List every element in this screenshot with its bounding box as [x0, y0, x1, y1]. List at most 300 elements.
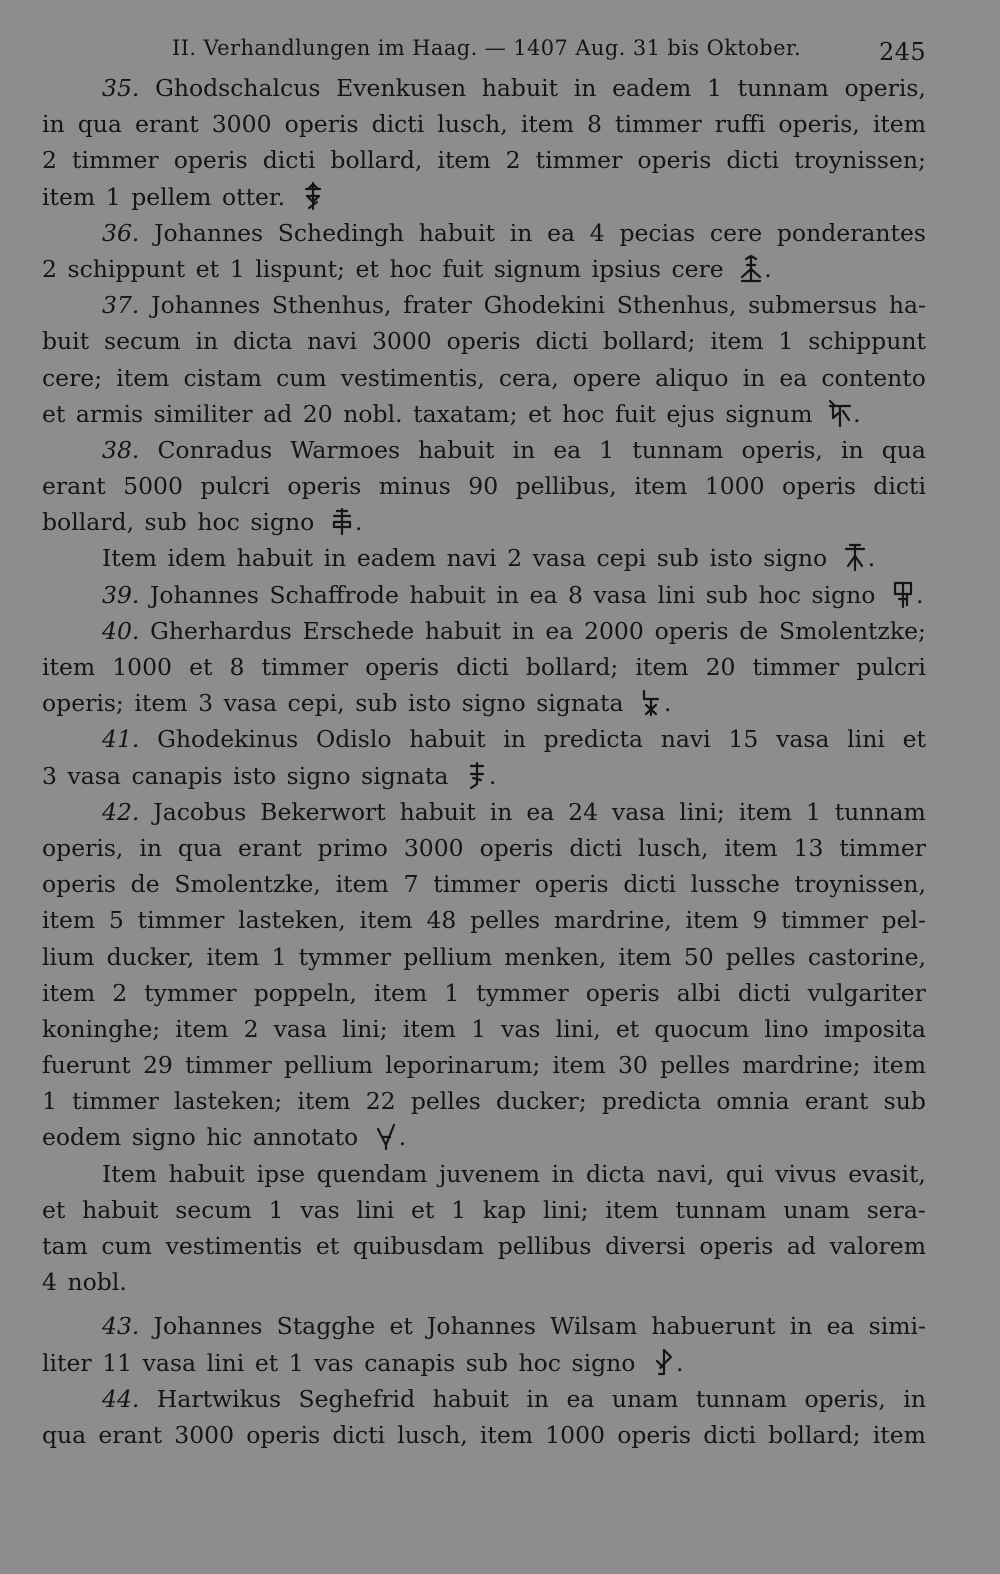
word: evasit,: [848, 1159, 926, 1188]
word: operis: [781, 472, 856, 501]
word: lusch,: [638, 833, 709, 862]
word: timmer: [615, 110, 702, 139]
text-line: [42, 504, 926, 540]
word: mardrine,: [553, 906, 672, 935]
word: omnia: [716, 1087, 790, 1116]
word: ad: [786, 1232, 816, 1260]
word: bollard;: [768, 1420, 861, 1449]
word: operis: [699, 1232, 774, 1260]
word: item: [634, 472, 688, 501]
word: item: [116, 363, 170, 392]
word: 4: [42, 1268, 57, 1297]
text-line: [42, 1417, 926, 1453]
text-line: [42, 468, 926, 504]
word: in: [511, 616, 535, 645]
word: tam: [42, 1232, 88, 1260]
word: de: [739, 616, 769, 645]
mark-group: [369, 1119, 406, 1155]
word: otter.: [221, 182, 286, 211]
word: Warmoes: [290, 435, 401, 464]
entry-number: 40.: [102, 616, 140, 645]
word: bollard,: [42, 508, 134, 537]
word: tunnam: [632, 435, 724, 464]
word: 8: [229, 653, 245, 681]
word: item: [437, 146, 491, 175]
word: navi: [660, 725, 711, 754]
word: pelles: [470, 906, 541, 935]
text-line: [42, 649, 926, 685]
word: hoc: [197, 508, 240, 537]
word: lusch,: [437, 110, 508, 139]
word: fuerunt: [42, 1051, 131, 1080]
word: item: [872, 110, 926, 139]
word: 1: [288, 1348, 304, 1377]
word: pellem: [131, 182, 212, 211]
word: 48: [426, 906, 457, 935]
word: ducker,: [106, 942, 195, 971]
text-line: [42, 215, 926, 251]
text-line: [42, 179, 926, 215]
word: lini;: [342, 1014, 388, 1043]
word: in: [509, 218, 533, 247]
word: signo: [250, 508, 315, 537]
header-title: II. Verhandlungen im Haag. — 1407 Aug. 31 bis Oktober.: [172, 36, 802, 60]
word: item: [724, 833, 778, 862]
word: in: [503, 725, 526, 754]
word: Erschede: [302, 616, 415, 645]
mark-group: [325, 504, 362, 540]
word: pelles: [725, 942, 796, 971]
word: 1: [599, 435, 615, 464]
word: eadem: [612, 74, 692, 102]
word: ea: [547, 218, 576, 247]
word: tymmer: [298, 942, 392, 971]
word: vasa: [532, 544, 586, 573]
word: item: [520, 110, 574, 139]
entry-number: 37.: [102, 291, 140, 320]
word: Item: [102, 1159, 157, 1188]
word: Hartwikus: [156, 1384, 282, 1413]
word: item: [134, 689, 188, 718]
word: vas: [300, 1195, 340, 1224]
word: 5000: [123, 472, 183, 501]
word: in: [840, 435, 864, 464]
word: similiter: [153, 399, 253, 428]
word: annotato: [252, 1123, 359, 1152]
word: vasa: [142, 1348, 197, 1377]
word: ponderantes: [776, 218, 926, 247]
word: predicta: [601, 1087, 702, 1116]
word: pellibus: [497, 1232, 592, 1260]
word: Wilsam: [550, 1312, 638, 1341]
word: 1: [444, 978, 460, 1007]
word: schippunt: [67, 254, 186, 283]
word: cum: [276, 363, 327, 392]
word: pecias: [619, 218, 696, 247]
word: operis: [287, 472, 362, 501]
word: et: [189, 653, 213, 681]
merchant-mark-38a-icon: [329, 506, 355, 536]
word: signo: [763, 544, 828, 573]
word: signata: [536, 689, 624, 718]
word: de: [130, 870, 160, 899]
word: item: [335, 870, 389, 899]
word: pel-: [881, 906, 926, 935]
word: vestimentis,: [340, 363, 485, 392]
word: frater: [403, 291, 472, 320]
word: et: [42, 399, 66, 428]
word: lispunt;: [255, 254, 345, 283]
punctuation: .: [488, 761, 497, 790]
mark-group: [646, 1345, 683, 1381]
word: vasa: [611, 797, 666, 826]
word: pelles: [410, 1087, 481, 1116]
word: timmer: [752, 653, 840, 681]
word: cepi: [596, 544, 647, 573]
word: 3: [42, 761, 57, 790]
word: vasa: [223, 689, 277, 718]
word: dicti: [262, 146, 316, 175]
word: operis: [479, 833, 554, 862]
word: buit: [42, 327, 90, 356]
word: nobl.: [67, 1268, 127, 1297]
word: ejus: [666, 399, 715, 428]
text-line: [42, 142, 926, 178]
word: habuit: [236, 544, 314, 573]
word: castorine,: [807, 942, 926, 971]
word: 1000: [545, 1420, 606, 1449]
word: 2: [507, 544, 523, 573]
word: cepi,: [287, 689, 345, 718]
word: sub: [144, 508, 187, 537]
text-line: [42, 432, 926, 468]
word: vasa: [593, 580, 647, 609]
word: timmer: [839, 833, 926, 862]
word: pulcri: [200, 472, 270, 501]
word: Ghodekinus: [157, 725, 299, 754]
word: troynissen,: [794, 870, 926, 899]
word: item: [297, 1087, 351, 1116]
word: habuit: [168, 1159, 245, 1188]
word: taxatam;: [413, 399, 518, 428]
word: tunnam: [737, 74, 829, 102]
punctuation: .: [675, 1348, 684, 1377]
word: in: [323, 544, 347, 573]
word: bollard;: [525, 653, 619, 681]
word: qua: [77, 110, 122, 139]
text-line: [42, 1345, 926, 1381]
word: vasa: [67, 761, 121, 790]
word: dicti: [873, 472, 926, 501]
word: item: [738, 797, 792, 826]
word: habuit: [481, 74, 559, 102]
word: 1: [229, 254, 245, 283]
running-header: [42, 30, 926, 70]
word: timmer: [781, 906, 868, 935]
word: poppeln,: [253, 978, 357, 1007]
word: vasa: [776, 725, 830, 754]
word: item: [359, 906, 413, 935]
paragraph: [42, 1308, 926, 1380]
mark-group: [459, 758, 496, 794]
word: tymmer: [476, 978, 569, 1007]
word: fuit: [442, 254, 484, 283]
word: erant: [804, 1087, 869, 1116]
word: ea: [545, 616, 574, 645]
word: vas: [314, 1348, 354, 1377]
merchant-mark-42-icon: [373, 1121, 399, 1151]
mark-group: [823, 396, 860, 432]
word: Item: [102, 544, 157, 573]
word: simi-: [868, 1312, 926, 1341]
word: lussche: [690, 870, 780, 899]
word: hoc: [758, 580, 801, 609]
word: et: [42, 1195, 66, 1224]
word: operis: [42, 870, 116, 899]
text-line: [42, 758, 926, 794]
text-line: [42, 1381, 926, 1417]
word: navi: [446, 544, 497, 573]
word: et: [355, 254, 379, 283]
word: leporinarum;: [385, 1051, 541, 1080]
word: valorem: [829, 1232, 926, 1260]
word: habuit: [409, 725, 486, 754]
word: unam: [611, 1384, 679, 1413]
word: 1: [471, 1014, 487, 1043]
word: in: [512, 435, 536, 464]
word: habuit: [399, 797, 476, 826]
merchant-mark-36-icon: [738, 253, 764, 283]
word: Sthenhus,: [271, 291, 392, 320]
word: vulgariter: [807, 978, 926, 1007]
entry-number: 41.: [102, 725, 140, 754]
page: [42, 30, 926, 1453]
paragraph: [42, 794, 926, 1156]
word: hoc: [518, 1348, 561, 1377]
word: item: [635, 653, 689, 681]
text-line: [42, 830, 926, 866]
word: signata: [361, 761, 449, 790]
word: fuit: [615, 399, 656, 428]
word: erant: [42, 472, 106, 501]
text-line: [42, 902, 926, 938]
text-line: [42, 1192, 926, 1228]
word: juvenem: [439, 1159, 540, 1188]
word: erant: [134, 110, 199, 139]
word: lini: [847, 725, 885, 754]
word: in: [551, 1159, 575, 1188]
word: isto: [408, 689, 452, 718]
word: operis: [365, 653, 440, 681]
word: 20: [302, 399, 333, 428]
word: timmer: [72, 146, 159, 175]
word: dicti: [456, 653, 509, 681]
text-line: [42, 396, 926, 432]
word: submersus: [748, 291, 878, 320]
word: Johannes: [154, 218, 264, 247]
text-line: [42, 1228, 926, 1264]
word: signo: [131, 1123, 196, 1152]
word: lasteken,: [238, 906, 346, 935]
word: item: [42, 182, 96, 211]
word: timmer: [137, 906, 225, 935]
word: lusch,: [397, 1420, 468, 1449]
word: Schedingh: [277, 218, 404, 247]
word: pellium: [284, 1051, 373, 1080]
text-line: [42, 70, 926, 106]
word: item: [374, 978, 428, 1007]
text-line: [42, 613, 926, 649]
word: in: [195, 327, 219, 356]
word: aliquo: [655, 363, 729, 392]
word: minus: [378, 472, 451, 501]
word: operis,: [804, 1384, 886, 1413]
word: idem: [167, 544, 227, 573]
word: liter: [42, 1348, 92, 1377]
word: 13: [793, 833, 824, 862]
word: habuit: [418, 218, 496, 247]
word: secum: [104, 327, 181, 356]
text-line: [42, 323, 926, 359]
word: 2: [112, 978, 128, 1007]
word: in: [573, 74, 597, 102]
word: 29: [142, 1051, 173, 1080]
merchant-mark-43-icon: [650, 1347, 676, 1377]
word: hoc: [561, 399, 605, 428]
word: tunnam: [675, 1195, 767, 1224]
word: 7: [403, 870, 419, 899]
word: isto: [232, 761, 277, 790]
paragraph: [42, 577, 926, 613]
word: dicti: [623, 870, 677, 899]
word: dicti: [737, 978, 791, 1007]
word: timmer: [72, 1087, 159, 1116]
word: ipse: [256, 1159, 306, 1188]
punctuation: .: [916, 580, 924, 609]
text-line: [42, 939, 926, 975]
word: hic: [206, 1123, 243, 1152]
word: cere: [671, 254, 724, 283]
word: contento: [821, 363, 926, 392]
word: Schaffrode: [269, 580, 399, 609]
word: 1: [451, 1195, 467, 1224]
word: habuit: [409, 580, 486, 609]
word: bollard,: [330, 146, 423, 175]
word: tunnam: [695, 1384, 787, 1413]
word: 1000: [112, 653, 173, 681]
word: ha-: [888, 291, 926, 320]
word: secum: [175, 1195, 252, 1224]
word: in: [139, 833, 162, 862]
word: in: [526, 1384, 549, 1413]
word: sub: [355, 689, 398, 718]
paragraph-gap: [42, 1300, 926, 1308]
entry-number: 44.: [102, 1384, 140, 1413]
word: isto: [709, 544, 753, 573]
paragraph: [42, 432, 926, 541]
word: item: [42, 978, 96, 1007]
word: operis: [173, 146, 248, 175]
word: habuit: [418, 435, 495, 464]
word: 1: [271, 942, 287, 971]
word: menken,: [504, 942, 607, 971]
word: operis: [654, 616, 729, 645]
text-line: [42, 360, 926, 396]
word: Jacobus: [153, 797, 247, 826]
word: sub: [465, 1348, 508, 1377]
word: quendam: [316, 1159, 428, 1188]
word: 1000: [704, 472, 765, 501]
word: Smolentzke,: [174, 870, 321, 899]
word: pellibus,: [515, 472, 617, 501]
word: cera,: [498, 363, 559, 392]
word: qua: [881, 435, 926, 464]
word: ea: [526, 797, 555, 826]
page-number: 245: [878, 38, 926, 66]
word: cistam: [183, 363, 262, 392]
word: operis: [534, 870, 609, 899]
word: 2000: [584, 616, 644, 645]
word: in: [42, 110, 65, 139]
word: troynissen;: [794, 146, 926, 175]
word: signo: [286, 761, 351, 790]
word: opere: [572, 363, 642, 392]
word: 1: [805, 797, 821, 826]
mark-group: [886, 577, 923, 613]
word: 8: [568, 580, 583, 609]
word: ea: [566, 1384, 595, 1413]
word: 3000: [403, 833, 464, 862]
word: lini: [356, 1195, 395, 1224]
word: et: [411, 1195, 435, 1224]
merchant-mark-41-icon: [463, 760, 489, 790]
word: lini;: [679, 797, 725, 826]
word: schippunt: [808, 327, 926, 356]
paragraph: [42, 613, 926, 722]
word: 3000: [371, 327, 432, 356]
entry-number: 39.: [102, 580, 140, 609]
punctuation: .: [764, 254, 772, 283]
word: item: [685, 906, 739, 935]
word: qui: [725, 1159, 764, 1188]
word: operis: [617, 1420, 692, 1449]
word: primo: [317, 833, 388, 862]
word: 20: [705, 653, 736, 681]
word: operis: [585, 978, 660, 1007]
word: 4: [589, 218, 605, 247]
text-line: [42, 106, 926, 142]
word: kap: [482, 1195, 527, 1224]
word: operis: [637, 146, 712, 175]
word: operis,: [844, 74, 926, 102]
word: ea: [779, 363, 808, 392]
merchant-mark-37-icon: [827, 398, 853, 428]
word: vas: [501, 1014, 541, 1043]
word: item: [42, 653, 96, 681]
word: dicti: [535, 327, 589, 356]
word: navi: [307, 327, 358, 356]
word: operis: [284, 110, 359, 139]
paragraph: [42, 70, 926, 215]
text-line: [42, 1119, 926, 1155]
word: Ghodschalcus: [155, 74, 321, 102]
word: cere;: [42, 363, 103, 392]
word: item: [402, 1014, 456, 1043]
paragraph: [42, 287, 926, 432]
word: qua: [177, 833, 223, 862]
word: item: [872, 1420, 926, 1449]
text-line: [42, 287, 926, 323]
